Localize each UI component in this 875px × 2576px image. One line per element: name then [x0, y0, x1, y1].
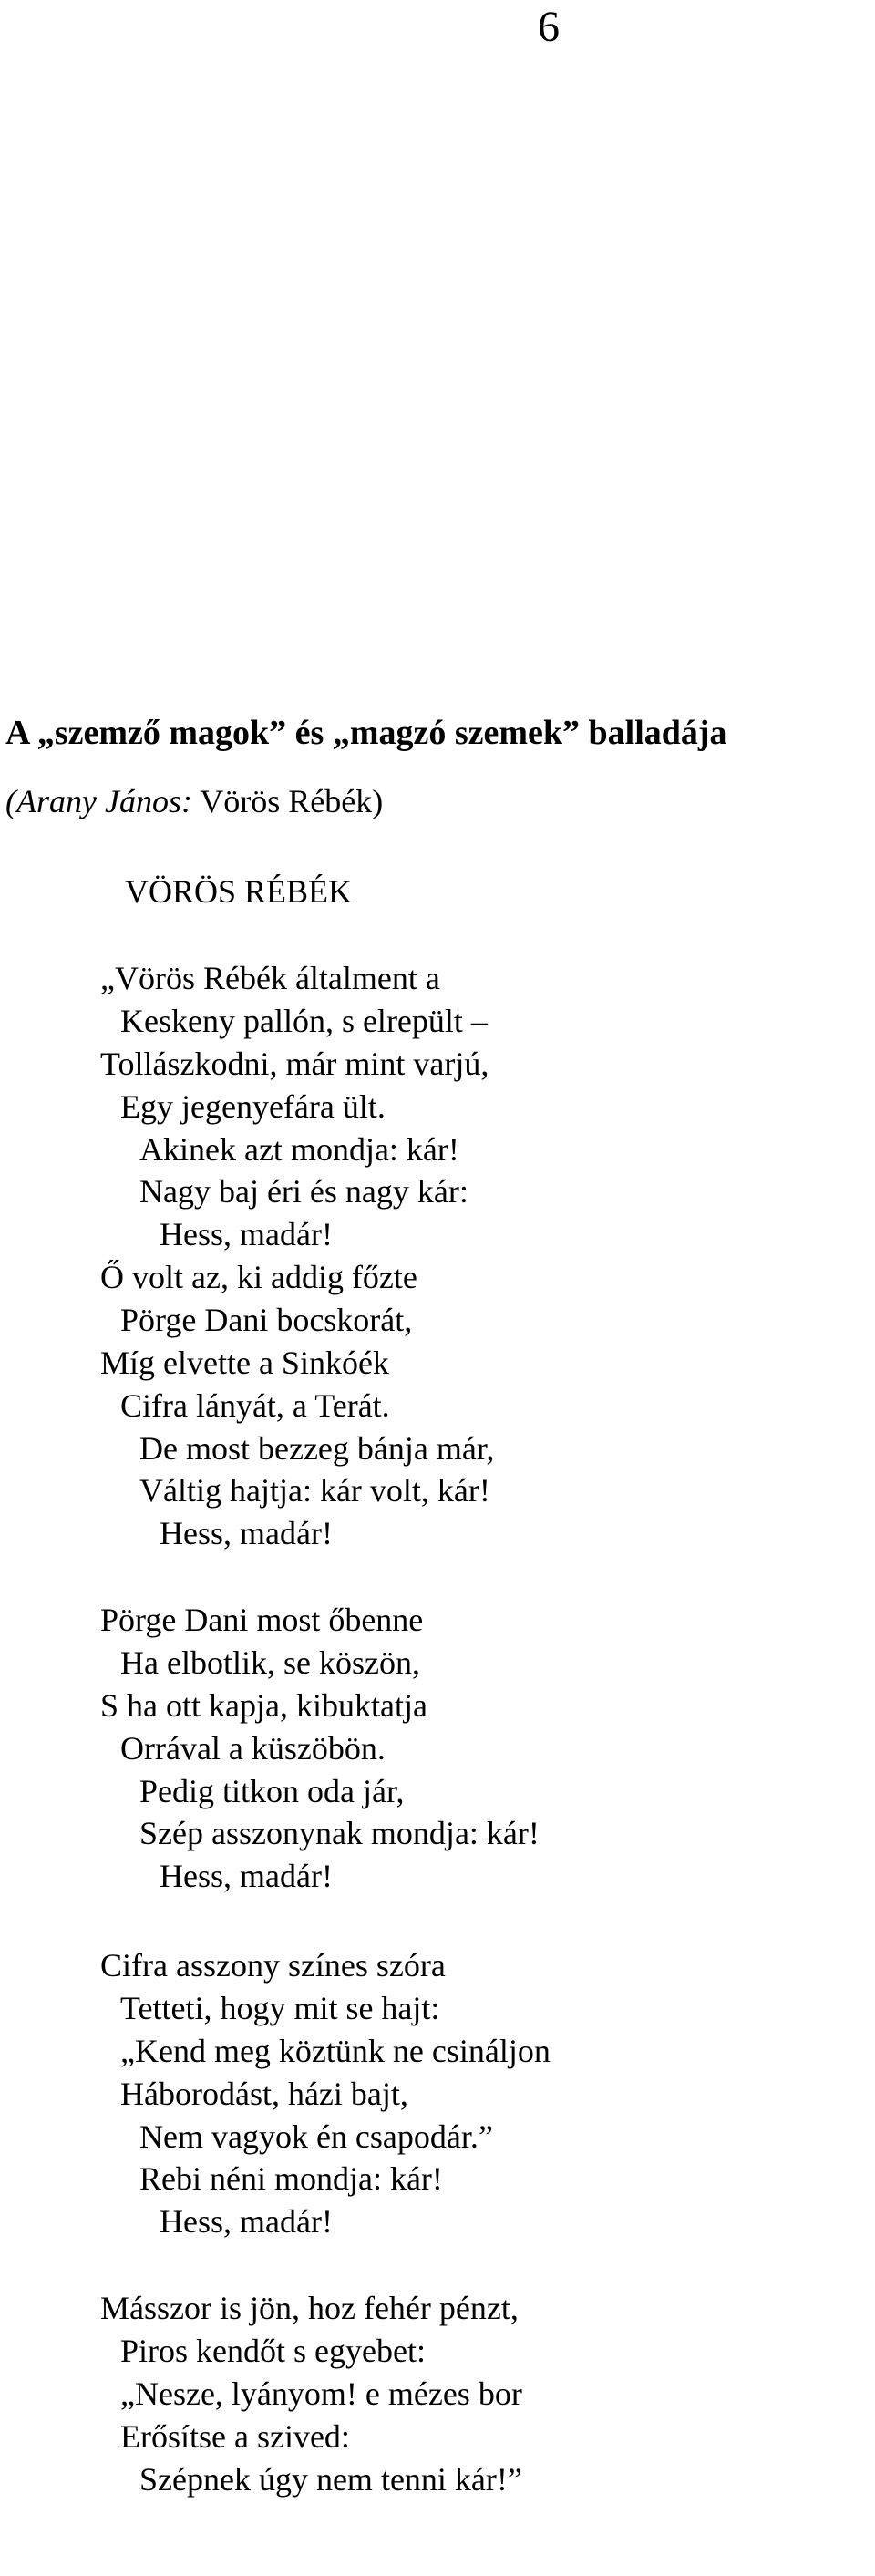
poem-line: Orrával a küszöbön.	[120, 1729, 386, 1767]
poem-line: Szépnek úgy nem tenni kár!”	[139, 2460, 522, 2498]
stanza	[100, 1256, 494, 1555]
poem-line: Erősítse a szived:	[120, 2417, 350, 2455]
poem-line: Cifra asszony színes szóra	[100, 1947, 446, 1984]
poem-line: Tetteti, hogy mit se hajt:	[120, 1989, 440, 2026]
poem-line: Hess, madár!	[160, 1216, 333, 1253]
poem-line: S ha ott kapja, kibuktatja	[100, 1686, 427, 1724]
poem-line: Egy jegenyefára ült.	[120, 1087, 386, 1125]
poem-line: Ha elbotlik, se köszön,	[120, 1643, 420, 1681]
poem-line: Váltig hajtja: kár volt, kár!	[139, 1472, 490, 1510]
poem-line: Cifra lányát, a Terát.	[120, 1386, 390, 1424]
poem-line: Hess, madár!	[160, 1515, 333, 1552]
stanza	[100, 1599, 540, 1898]
poem-line: Nem vagyok én csapodár.”	[139, 2117, 493, 2155]
poem-line: Hess, madár!	[160, 2203, 333, 2241]
stanza	[100, 1944, 551, 2243]
poem-line: „Vörös Rébék általment a	[100, 960, 440, 996]
poem-line: Ő volt az, ki addig főzte	[100, 1259, 417, 1295]
poem-title: VÖRÖS RÉBÉK	[125, 873, 353, 910]
poem-line: Keskeny pallón, s elrepült –	[120, 1002, 488, 1039]
poem-line: Hess, madár!	[160, 1858, 333, 1895]
page-number: 6	[538, 3, 560, 51]
poem-line: Piros kendőt s egyebet:	[120, 2332, 426, 2369]
poem-line: Akinek azt mondja: kár!	[139, 1130, 459, 1168]
subtitle	[5, 778, 383, 824]
poem-line: Rebi néni mondja: kár!	[139, 2160, 443, 2198]
poem-line: Nagy baj éri és nagy kár:	[139, 1173, 468, 1211]
stanza	[100, 957, 489, 1256]
poem-line: „Nesze, lyányom! e mézes bor	[120, 2375, 522, 2412]
poem-line: Háborodást, házi bajt,	[120, 2075, 408, 2112]
subtitle-author: (Arany János:	[5, 783, 192, 819]
poem-line: Míg elvette a Sinkóék	[100, 1344, 389, 1381]
document-title: A „szemző magok” és „magzó szemek” balladája	[5, 714, 727, 752]
poem-line: Pedig titkon oda jár,	[139, 1772, 405, 1809]
poem-line: Szép asszonynak mondja: kár!	[139, 1815, 540, 1852]
stanza	[100, 2287, 522, 2500]
poem-line: De most bezzeg bánja már,	[139, 1429, 495, 1467]
poem-line: Másszor is jön, hoz fehér pénzt,	[100, 2290, 519, 2326]
poem-line: Tollászkodni, már mint varjú,	[100, 1045, 489, 1082]
poem-line: Pörge Dani most őbenne	[100, 1602, 424, 1638]
poem-line: Pörge Dani bocskorát,	[120, 1301, 413, 1338]
poem-line: „Kend meg köztünk ne csináljon	[120, 2032, 551, 2069]
subtitle-work: Vörös Rébék)	[191, 783, 384, 819]
